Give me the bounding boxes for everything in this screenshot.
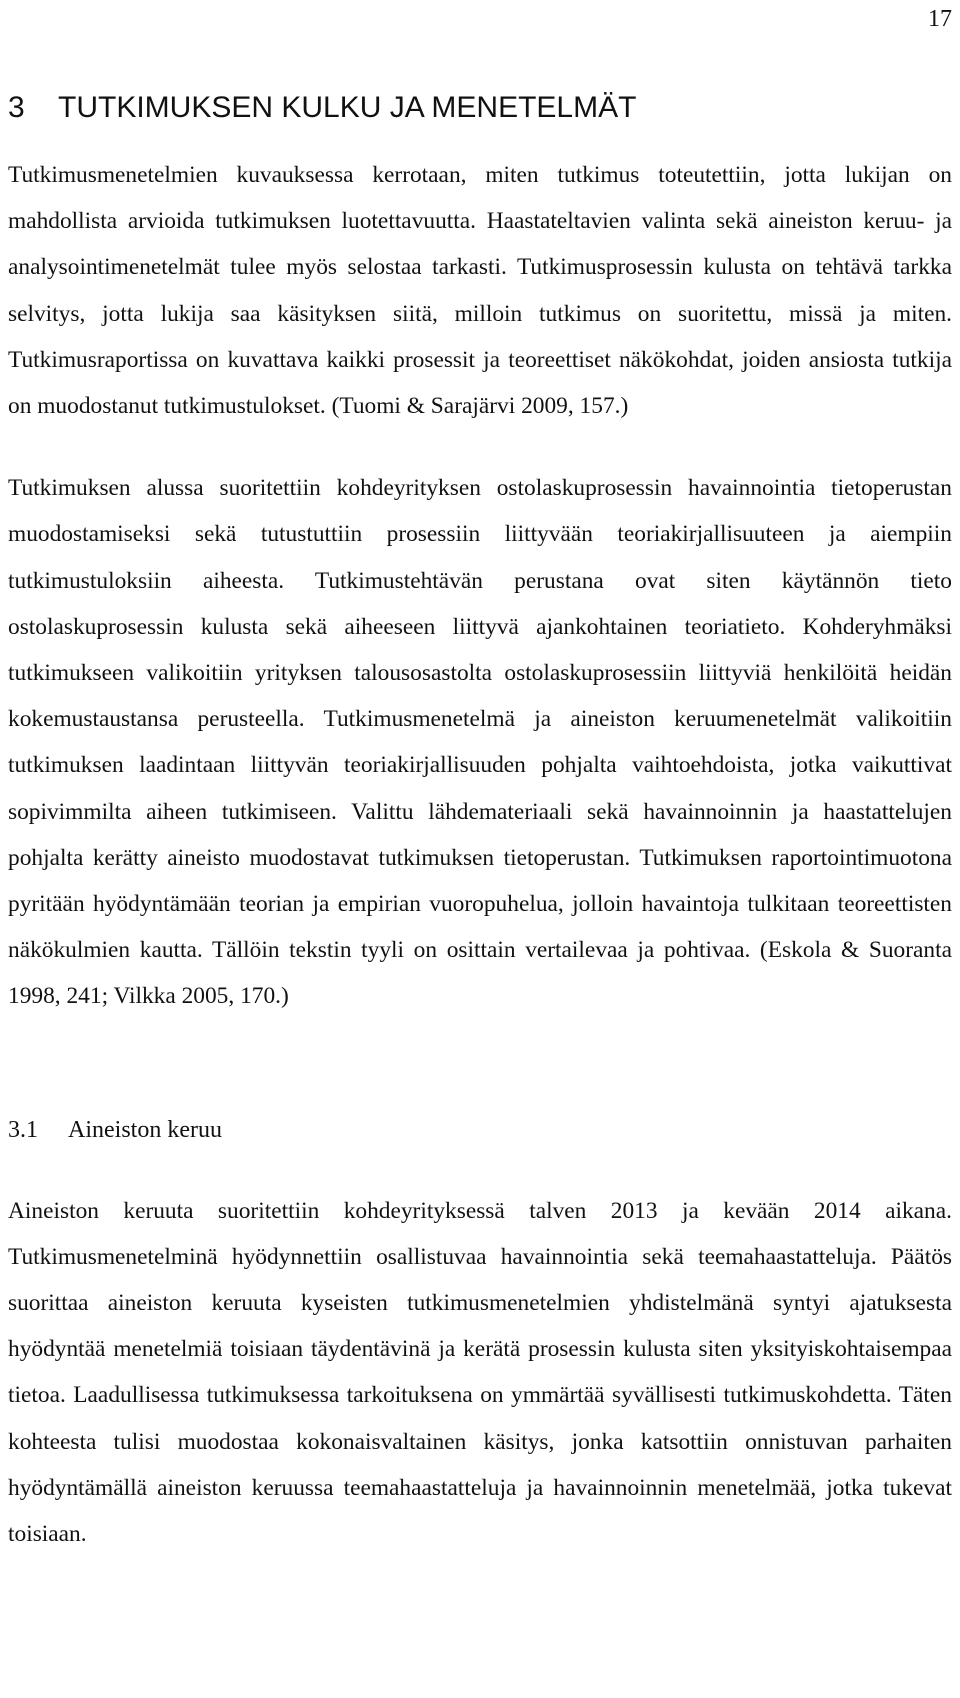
chapter-heading: [8, 88, 952, 128]
chapter-number: 3: [8, 91, 25, 124]
section-heading: [8, 1110, 952, 1150]
section-number: 3.1: [8, 1116, 38, 1143]
section-title: Aineiston keruu: [68, 1116, 222, 1143]
paragraph: Tutkimusmenetelmien kuvauksessa kerrotaan, miten tutkimus toteutettiin, jotta lukijan on mahdollista arvioida tutkimuksen luotettavuutta. Haastateltavien valinta sekä aineiston keruu- ja analysointimenetelmät tulee myös selostaa tarkasti. Tutkimusprosessin kulusta on tehtävä tarkka selvitys, jotta lukija saa käsityksen siitä, milloin tutkimus on suoritettu, missä ja miten. Tutkimusraportissa on kuvattava kaikki prosessit ja teoreettiset näkökohdat, joiden ansiosta tutkija on muodostanut tutkimustulokset. (Tuomi & Sarajärvi 2009, 157.): [8, 162, 952, 420]
paragraph: Aineiston keruuta suoritettiin kohdeyrityksessä talven 2013 ja kevään 2014 aikana. Tutkimusmenetelminä hyödynnettiin osallistuvaa havainnointia sekä teemahaastatteluja. Päätös suorittaa aineiston keruuta kyseisten tutkimusmenetelmien yhdistelmänä syntyi ajatuksesta hyödyntää menetelmiä toisiaan täydentävinä ja kerätä prosessin kulusta siten yksityiskohtaisempaa tietoa. Laadullisessa tutkimuksessa tarkoituksena on ymmärtää syvällisesti tutkimuskohdetta. Täten kohteesta tulisi muodostaa kokonaisvaltainen käsitys, jonka katsottiin onnistuvan parhaiten hyödyntämällä aineiston keruussa teemahaastatteluja ja havainnoinnin menetelmää, jotka tukevat toisiaan.: [8, 1197, 952, 1548]
chapter-title: TUTKIMUKSEN KULKU JA MENETELMÄT: [58, 91, 637, 124]
page-content: [8, 88, 952, 1557]
paragraph-spacer: [8, 429, 952, 465]
page-number: 17: [928, 6, 952, 32]
paragraph: Tutkimuksen alussa suoritettiin kohdeyrityksen ostolaskuprosessin havainnointia tietoperustan muodostamiseksi sekä tutustuttiin prosessiin liittyvään teoriakirjallisuuteen ja aiempiin tutkimustuloksiin aiheesta. Tutkimustehtävän perustana ovat siten käytännön tieto ostolaskuprosessin kulusta sekä aiheeseen liittyvä ajankohtainen teoriatieto. Kohderyhmäksi tutkimukseen valikoitiin yrityksen talousosastolta ostolaskuprosessiin liittyviä henkilöitä heidän kokemustaustansa perusteella. Tutkimusmenetelmä ja aineiston keruumenetelmät valikoitiin tutkimuksen laadintaan liittyvän teoriakirjallisuuden pohjalta vaihtoehdoista, jotka vaikuttivat sopivimmilta aiheen tutkimiseen. Valittu lähdemateriaali sekä havainnoinnin ja haastattelujen pohjalta kerätty aineisto muodostavat tutkimuksen tietoperustan. Tutkimuksen raportointimuotona pyritään hyödyntämään teorian ja empirian vuoropuhelua, jolloin havaintoja tulkitaan teoreettisten näkökulmien kautta. Tällöin tekstin tyyli on osittain vertailevaa ja pohtivaa. (Eskola & Suoranta 1998, 241; Vilkka 2005, 170.): [8, 475, 952, 1010]
